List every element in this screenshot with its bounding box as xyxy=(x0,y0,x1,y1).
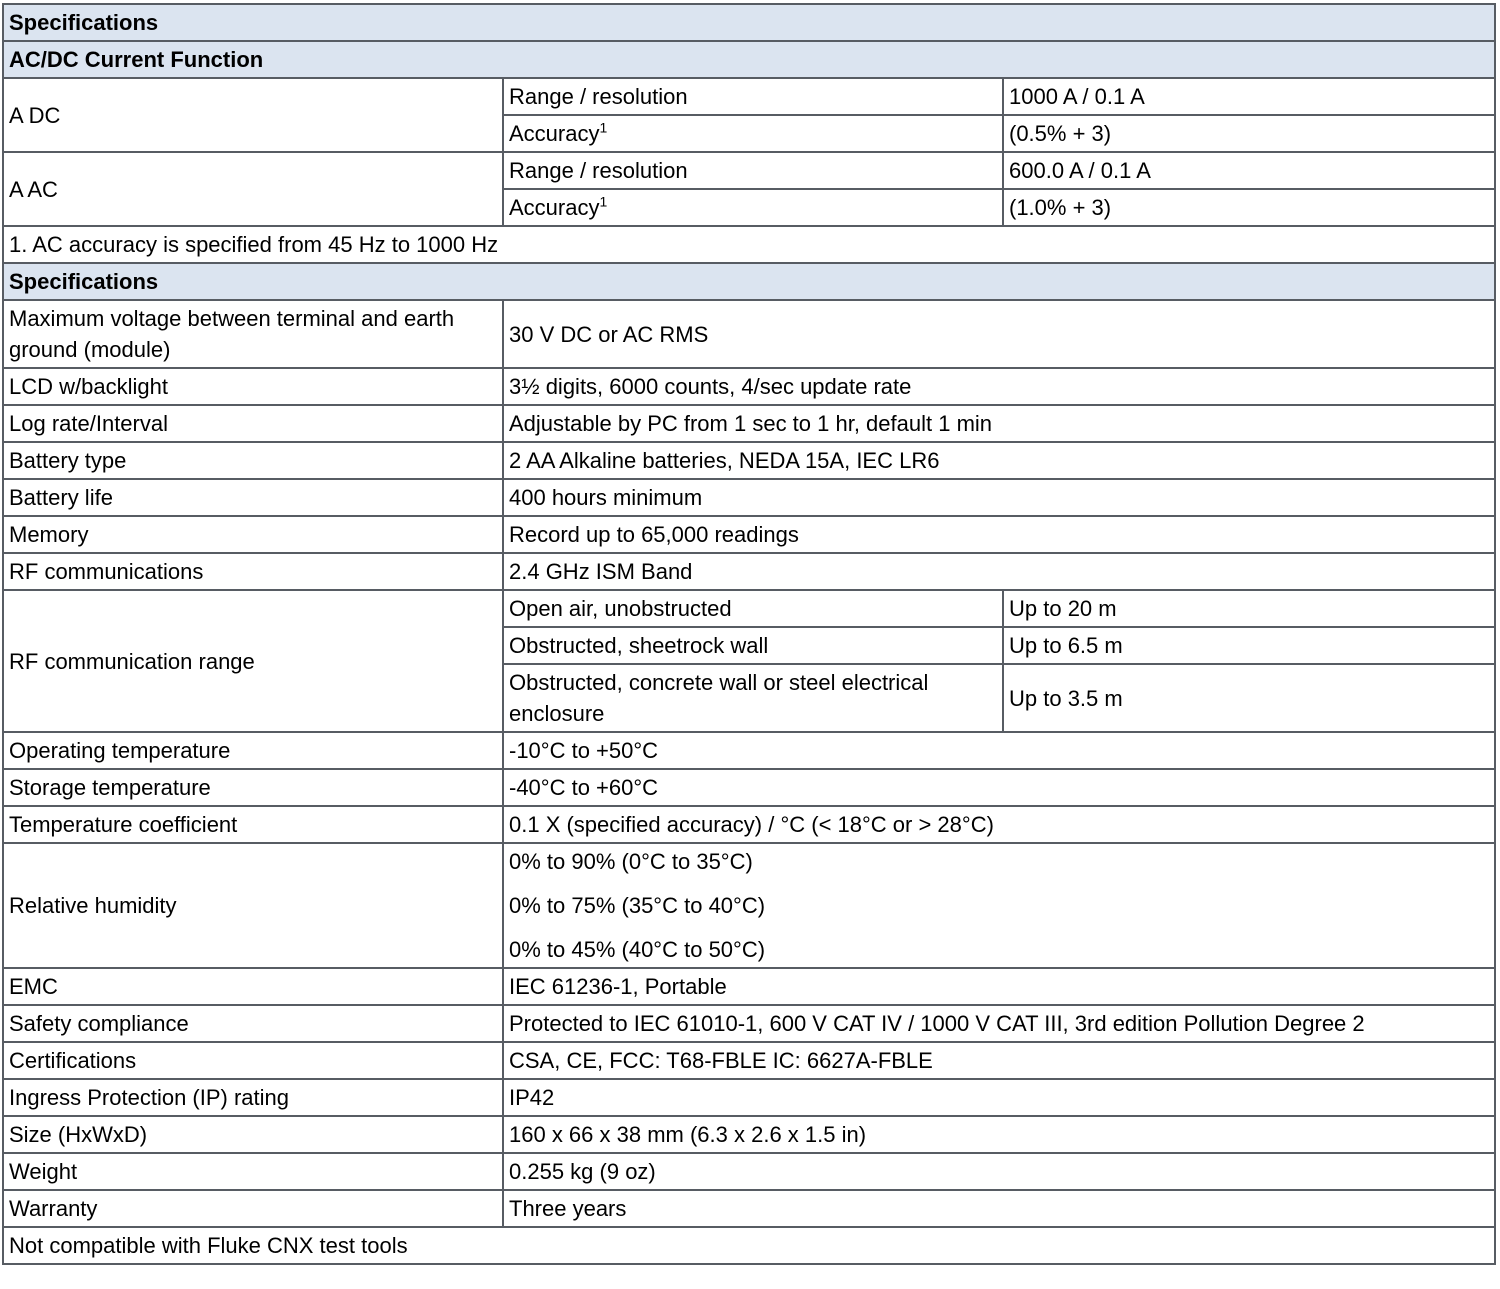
param-label-text: Accuracy xyxy=(509,195,600,220)
row-label: Log rate/Interval xyxy=(3,405,503,442)
table-row xyxy=(3,78,1495,115)
param-value: 1000 A / 0.1 A xyxy=(1003,78,1495,115)
row-label: Warranty xyxy=(3,1190,503,1227)
table-row xyxy=(3,553,1495,590)
footnote-reference: 1 xyxy=(599,193,608,210)
table-row xyxy=(3,516,1495,553)
table-row xyxy=(3,1116,1495,1153)
condition-value: Up to 6.5 m xyxy=(1003,627,1495,664)
row-label: EMC xyxy=(3,968,503,1005)
row-value: 160 x 66 x 38 mm (6.3 x 2.6 x 1.5 in) xyxy=(503,1116,1495,1153)
row-label: Memory xyxy=(3,516,503,553)
row-label: Operating temperature xyxy=(3,732,503,769)
row-value: 2.4 GHz ISM Band xyxy=(503,553,1495,590)
compatibility-note: Not compatible with Fluke CNX test tools xyxy=(3,1227,1495,1264)
row-value: CSA, CE, FCC: T68-FBLE IC: 6627A-FBLE xyxy=(503,1042,1495,1079)
row-label: Maximum voltage between terminal and earth ground (module) xyxy=(3,300,503,368)
param-label xyxy=(503,115,1003,152)
row-value: Protected to IEC 61010-1, 600 V CAT IV / 1000 V CAT III, 3rd edition Pollution Degree 2 xyxy=(503,1005,1495,1042)
table-row xyxy=(3,1153,1495,1190)
humidity-line: 0% to 75% (35°C to 40°C) xyxy=(509,893,766,918)
row-value-humidity xyxy=(503,843,1495,968)
row-label: LCD w/backlight xyxy=(3,368,503,405)
row-value: Adjustable by PC from 1 sec to 1 hr, default 1 min xyxy=(503,405,1495,442)
table-header-row xyxy=(3,4,1495,41)
table-row xyxy=(3,1079,1495,1116)
table-title: Specifications xyxy=(3,263,1495,300)
row-value: IEC 61236-1, Portable xyxy=(503,968,1495,1005)
table-row xyxy=(3,442,1495,479)
row-label: Weight xyxy=(3,1153,503,1190)
specifications-table xyxy=(2,3,1496,1265)
row-value: 400 hours minimum xyxy=(503,479,1495,516)
row-label: Relative humidity xyxy=(3,843,503,968)
param-label: Range / resolution xyxy=(503,152,1003,189)
humidity-line: 0% to 45% (40°C to 50°C) xyxy=(509,937,766,962)
table-row xyxy=(3,968,1495,1005)
param-value: 600.0 A / 0.1 A xyxy=(1003,152,1495,189)
param-value: (0.5% + 3) xyxy=(1003,115,1495,152)
row-label: Size (HxWxD) xyxy=(3,1116,503,1153)
table-row xyxy=(3,590,1495,627)
condition-label: Obstructed, sheetrock wall xyxy=(503,627,1003,664)
row-value: 0.1 X (specified accuracy) / °C (< 18°C or > 28°C) xyxy=(503,806,1495,843)
footnote: 1. AC accuracy is specified from 45 Hz to 1000 Hz xyxy=(3,226,1495,263)
footnote-row xyxy=(3,226,1495,263)
row-value: 3½ digits, 6000 counts, 4/sec update rate xyxy=(503,368,1495,405)
table-row xyxy=(3,1005,1495,1042)
section-header-row xyxy=(3,41,1495,78)
row-label: Temperature coefficient xyxy=(3,806,503,843)
row-label: RF communications xyxy=(3,553,503,590)
table-row xyxy=(3,1042,1495,1079)
table-row xyxy=(3,806,1495,843)
condition-value: Up to 20 m xyxy=(1003,590,1495,627)
note-row xyxy=(3,1227,1495,1264)
group-label-a-dc: A DC xyxy=(3,78,503,152)
row-label: Ingress Protection (IP) rating xyxy=(3,1079,503,1116)
row-label: Battery life xyxy=(3,479,503,516)
group-label-a-ac: A AC xyxy=(3,152,503,226)
section-title-current-function: AC/DC Current Function xyxy=(3,41,1495,78)
row-label: Storage temperature xyxy=(3,769,503,806)
footnote-reference: 1 xyxy=(599,119,608,136)
param-value: (1.0% + 3) xyxy=(1003,189,1495,226)
param-label xyxy=(503,189,1003,226)
condition-label: Open air, unobstructed xyxy=(503,590,1003,627)
humidity-line: 0% to 90% (0°C to 35°C) xyxy=(509,849,753,874)
condition-label: Obstructed, concrete wall or steel electrical enclosure xyxy=(503,664,1003,732)
row-value: 0.255 kg (9 oz) xyxy=(503,1153,1495,1190)
row-value: Three years xyxy=(503,1190,1495,1227)
row-value: 2 AA Alkaline batteries, NEDA 15A, IEC LR6 xyxy=(503,442,1495,479)
table-row xyxy=(3,152,1495,189)
row-label: Safety compliance xyxy=(3,1005,503,1042)
table-row xyxy=(3,1190,1495,1227)
param-label-text: Accuracy xyxy=(509,121,600,146)
table-row xyxy=(3,732,1495,769)
table-row xyxy=(3,368,1495,405)
row-value: Record up to 65,000 readings xyxy=(503,516,1495,553)
row-value: IP42 xyxy=(503,1079,1495,1116)
row-value: -10°C to +50°C xyxy=(503,732,1495,769)
row-label: Battery type xyxy=(3,442,503,479)
table-header-row xyxy=(3,263,1495,300)
table-row xyxy=(3,300,1495,368)
group-label-rf-range: RF communication range xyxy=(3,590,503,732)
row-value: -40°C to +60°C xyxy=(503,769,1495,806)
row-label: Certifications xyxy=(3,1042,503,1079)
table-row xyxy=(3,769,1495,806)
table-row xyxy=(3,405,1495,442)
param-label: Range / resolution xyxy=(503,78,1003,115)
condition-value: Up to 3.5 m xyxy=(1003,664,1495,732)
table-title: Specifications xyxy=(3,4,1495,41)
table-row xyxy=(3,843,1495,968)
table-row xyxy=(3,479,1495,516)
row-value: 30 V DC or AC RMS xyxy=(503,300,1495,368)
